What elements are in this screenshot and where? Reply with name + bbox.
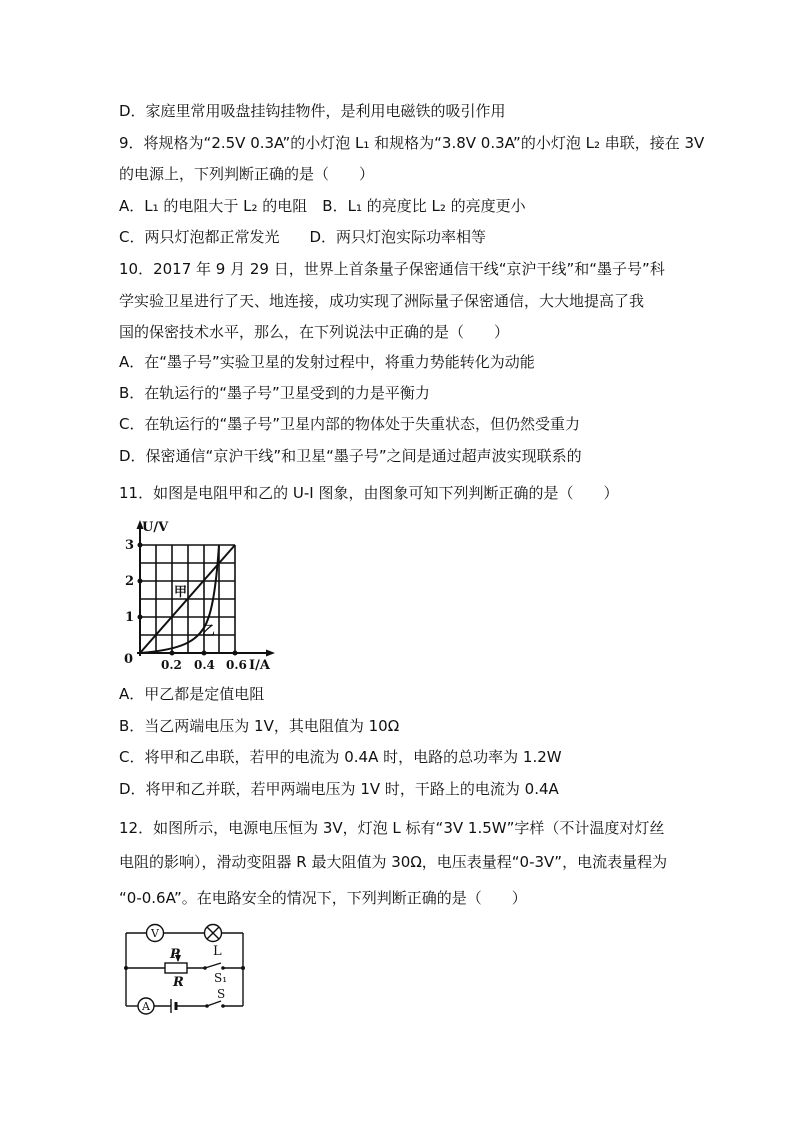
y-tick-1: 1 bbox=[125, 610, 135, 625]
text-line-17: D．将甲和乙并联，若甲两端电压为 1V 时，干路上的电流为 0.4A bbox=[119, 780, 559, 798]
text-line-2: 9．将规格为“2.5V 0.3A”的小灯泡 L₁ 和规格为“3.8V 0.3A”的小灯泡 L₂ 串联，接在 3V bbox=[119, 134, 705, 152]
x-axis-label: I/A bbox=[249, 658, 270, 673]
ui-graph bbox=[118, 515, 288, 675]
series-yi-label: 乙 bbox=[202, 624, 216, 639]
y-tick-2: 2 bbox=[125, 574, 135, 589]
text-line-13: 11．如图是电阻甲和乙的 U-I 图象，由图象可知下列判断正确的是（ ） bbox=[119, 484, 619, 502]
text-line-4: A．L₁ 的电阻大于 L₂ 的电阻 B．L₁ 的亮度比 L₂ 的亮度更小 bbox=[119, 197, 526, 215]
x-tick-3: 0.6 bbox=[226, 658, 247, 672]
text-line-6: 10．2017 年 9 月 29 日，世界上首条量子保密通信干线“京沪干线”和“墨子号”科 bbox=[119, 260, 665, 278]
slider-label: P bbox=[170, 947, 180, 962]
text-line-12: D．保密通信“京沪干线”和卫星“墨子号”之间是通过超声波实现联系的 bbox=[119, 447, 582, 465]
text-line-19: 电阻的影响），滑动变阻器 R 最大阻值为 30Ω，电压表量程“0-3V”，电流表量程为 bbox=[119, 853, 668, 871]
switch-s-label: S bbox=[217, 987, 226, 1001]
lamp-label: L bbox=[213, 944, 222, 959]
ammeter-label: A bbox=[142, 1000, 150, 1013]
circuit-diagram bbox=[117, 920, 267, 1020]
switch-s1-label: S₁ bbox=[214, 971, 228, 985]
x-tick-1: 0.2 bbox=[161, 658, 182, 672]
text-line-15: B．当乙两端电压为 1V，其电阻值为 10Ω bbox=[119, 717, 400, 735]
text-line-5: C．两只灯泡都正常发光 D．两只灯泡实际功率相等 bbox=[119, 228, 487, 246]
text-line-7: 学实验卫星进行了天、地连接，成功实现了洲际量子保密通信，大大地提高了我 bbox=[119, 292, 645, 310]
text-line-14: A．甲乙都是定值电阻 bbox=[119, 685, 265, 703]
text-line-18: 12．如图所示，电源电压恒为 3V，灯泡 L 标有“3V 1.5W”字样（不计温度对灯丝 bbox=[119, 819, 665, 837]
y-axis-label: U/V bbox=[142, 520, 169, 535]
text-line-16: C．将甲和乙串联，若甲的电流为 0.4A 时，电路的总功率为 1.2W bbox=[119, 748, 562, 766]
text-line-10: B．在轨运行的“墨子号”卫星受到的力是平衡力 bbox=[119, 384, 430, 402]
x-tick-2: 0.4 bbox=[194, 658, 215, 672]
text-line-9: A．在“墨子号”实验卫星的发射过程中，将重力势能转化为动能 bbox=[119, 353, 535, 371]
text-line-11: C．在轨运行的“墨子号”卫星内部的物体处于失重状态，但仍然受重力 bbox=[119, 415, 581, 433]
voltmeter-label: V bbox=[151, 927, 159, 940]
text-line-1: D．家庭里常用吸盘挂钩挂物件，是利用电磁铁的吸引作用 bbox=[119, 102, 506, 120]
origin-label: 0 bbox=[124, 652, 134, 667]
text-line-3: 的电源上，下列判断正确的是（ ） bbox=[119, 165, 375, 183]
text-line-8: 国的保密技术水平，那么，在下列说法中正确的是（ ） bbox=[119, 323, 510, 341]
series-jia-label: 甲 bbox=[174, 585, 188, 600]
rheostat-label: R bbox=[173, 975, 184, 990]
text-line-20: “0-0.6A”。在电路安全的情况下，下列判断正确的是（ ） bbox=[119, 889, 527, 907]
y-tick-3: 3 bbox=[125, 538, 135, 553]
